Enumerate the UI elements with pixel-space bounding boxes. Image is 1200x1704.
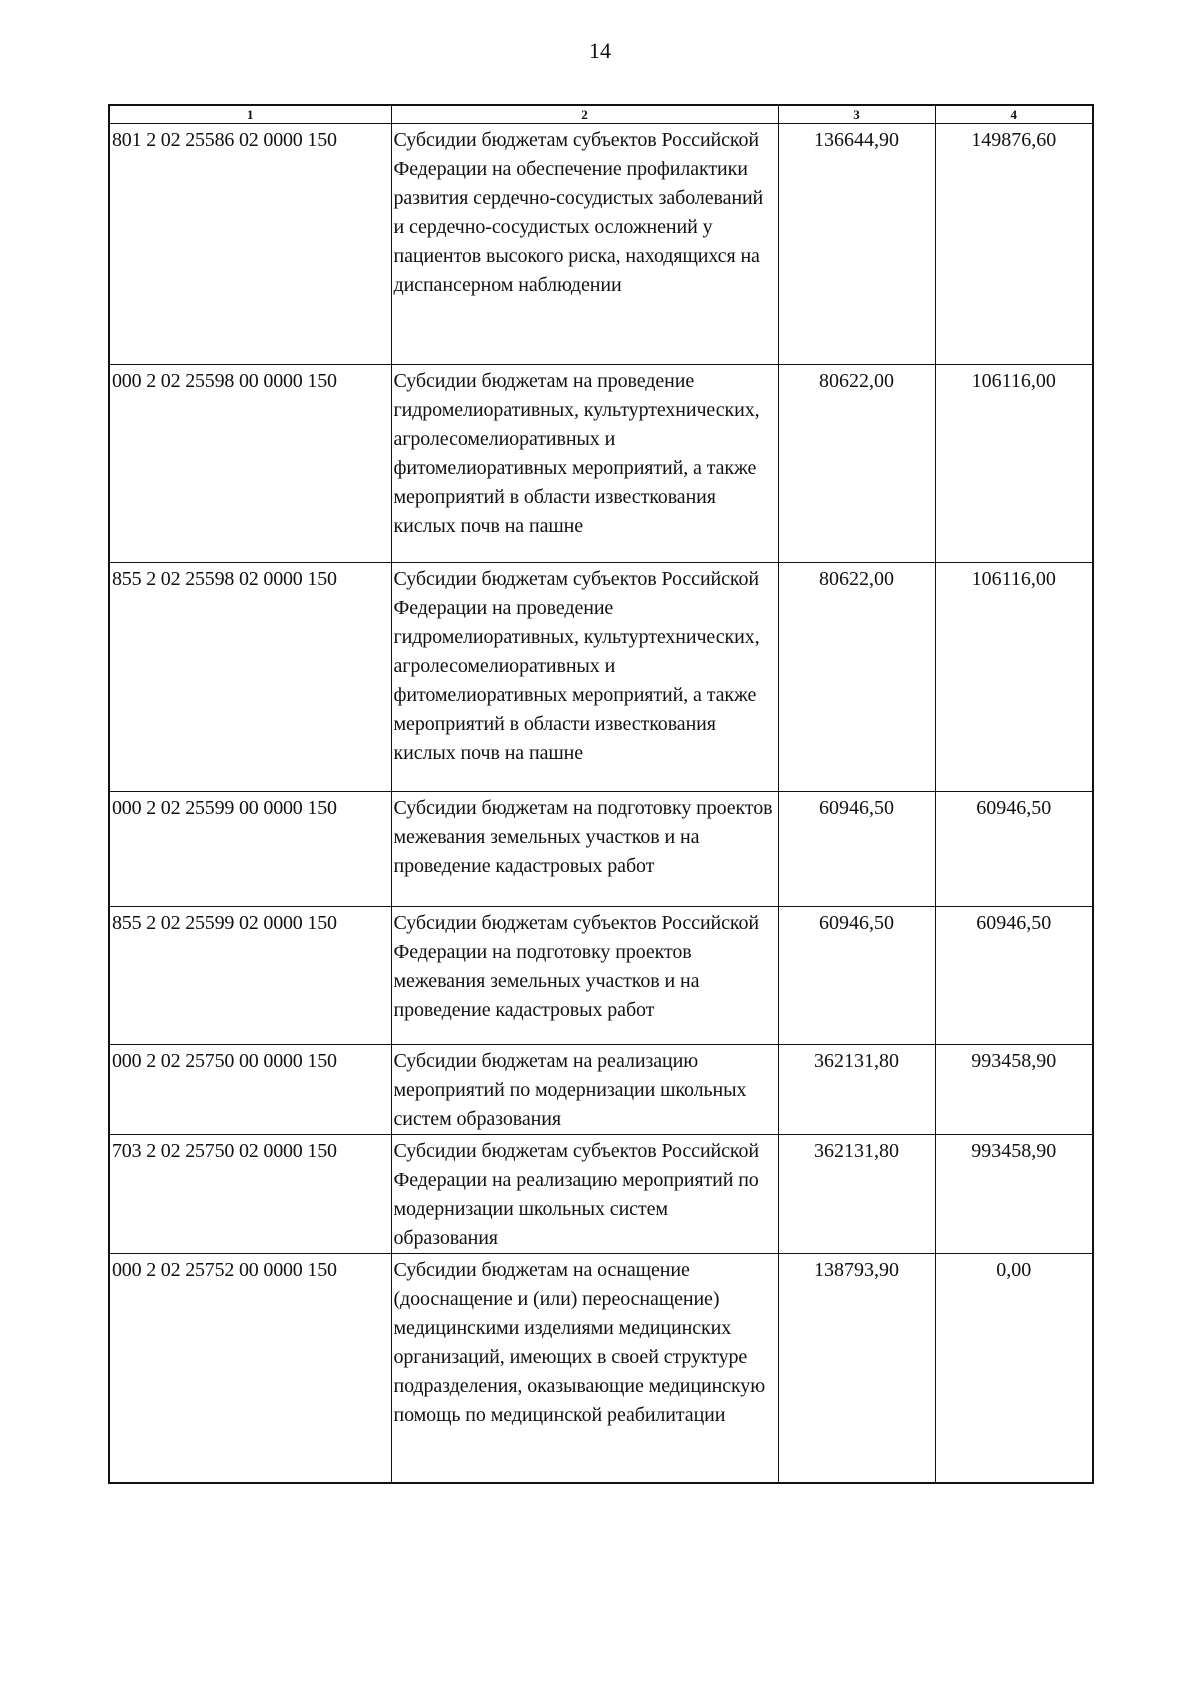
table-row bbox=[109, 1045, 1093, 1135]
value-col4-cell: 106116,00 bbox=[935, 563, 1093, 792]
value-col4-cell: 60946,50 bbox=[935, 792, 1093, 907]
value-col3-cell: 136644,90 bbox=[778, 124, 935, 365]
table-row bbox=[109, 907, 1093, 1045]
value-col4-cell: 993458,90 bbox=[935, 1135, 1093, 1254]
budget-revenue-table bbox=[108, 104, 1094, 1484]
table-row bbox=[109, 563, 1093, 792]
value-col3-cell: 80622,00 bbox=[778, 365, 935, 563]
column-header-4: 4 bbox=[935, 105, 1093, 124]
column-header-3: 3 bbox=[778, 105, 935, 124]
budget-code-cell: 000 2 02 25752 00 0000 150 bbox=[109, 1254, 391, 1484]
table-row bbox=[109, 365, 1093, 563]
value-col3-cell: 60946,50 bbox=[778, 792, 935, 907]
value-col4-cell: 106116,00 bbox=[935, 365, 1093, 563]
budget-code-cell: 703 2 02 25750 02 0000 150 bbox=[109, 1135, 391, 1254]
description-cell: Субсидии бюджетам субъектов Российской Федерации на обеспечение профилактики развития сердечно-сосудистых заболеваний и сердечно-сосудистых осложнений у пациентов высокого риска, находящихся на диспансерном наблюдении bbox=[391, 124, 778, 365]
description-cell: Субсидии бюджетам на оснащение (дооснащение и (или) переоснащение) медицинскими изделиями медицинских организаций, имеющих в своей структуре подразделения, оказывающие медицинскую помощь по медицинской реабилитации bbox=[391, 1254, 778, 1484]
value-col3-cell: 138793,90 bbox=[778, 1254, 935, 1484]
budget-code-cell: 000 2 02 25750 00 0000 150 bbox=[109, 1045, 391, 1135]
budget-code-cell: 855 2 02 25598 02 0000 150 bbox=[109, 563, 391, 792]
budget-code-cell: 000 2 02 25598 00 0000 150 bbox=[109, 365, 391, 563]
value-col3-cell: 80622,00 bbox=[778, 563, 935, 792]
table-row bbox=[109, 1135, 1093, 1254]
budget-code-cell: 000 2 02 25599 00 0000 150 bbox=[109, 792, 391, 907]
description-cell: Субсидии бюджетам на проведение гидромелиоративных, культуртехнических, агролесомелиоративных и фитомелиоративных мероприятий, а также мероприятий в области известкования кислых почв на пашне bbox=[391, 365, 778, 563]
table-row bbox=[109, 1254, 1093, 1484]
page-number: 14 bbox=[589, 38, 611, 63]
value-col4-cell: 149876,60 bbox=[935, 124, 1093, 365]
table-row bbox=[109, 792, 1093, 907]
description-cell: Субсидии бюджетам субъектов Российской Федерации на реализацию мероприятий по модернизации школьных систем образования bbox=[391, 1135, 778, 1254]
column-header-2: 2 bbox=[391, 105, 778, 124]
value-col4-cell: 0,00 bbox=[935, 1254, 1093, 1484]
value-col4-cell: 993458,90 bbox=[935, 1045, 1093, 1135]
budget-code-cell: 855 2 02 25599 02 0000 150 bbox=[109, 907, 391, 1045]
description-cell: Субсидии бюджетам субъектов Российской Федерации на подготовку проектов межевания земельных участков и на проведение кадастровых работ bbox=[391, 907, 778, 1045]
description-cell: Субсидии бюджетам субъектов Российской Федерации на проведение гидромелиоративных, культуртехнических, агролесомелиоративных и фитомелиоративных мероприятий, а также мероприятий в области известкования кислых почв на пашне bbox=[391, 563, 778, 792]
value-col3-cell: 362131,80 bbox=[778, 1045, 935, 1135]
table-row bbox=[109, 124, 1093, 365]
value-col4-cell: 60946,50 bbox=[935, 907, 1093, 1045]
description-cell: Субсидии бюджетам на реализацию мероприятий по модернизации школьных систем образования bbox=[391, 1045, 778, 1135]
table-header-row bbox=[109, 105, 1093, 124]
budget-code-cell: 801 2 02 25586 02 0000 150 bbox=[109, 124, 391, 365]
column-header-1: 1 bbox=[109, 105, 391, 124]
value-col3-cell: 362131,80 bbox=[778, 1135, 935, 1254]
description-cell: Субсидии бюджетам на подготовку проектов межевания земельных участков и на проведение кадастровых работ bbox=[391, 792, 778, 907]
value-col3-cell: 60946,50 bbox=[778, 907, 935, 1045]
